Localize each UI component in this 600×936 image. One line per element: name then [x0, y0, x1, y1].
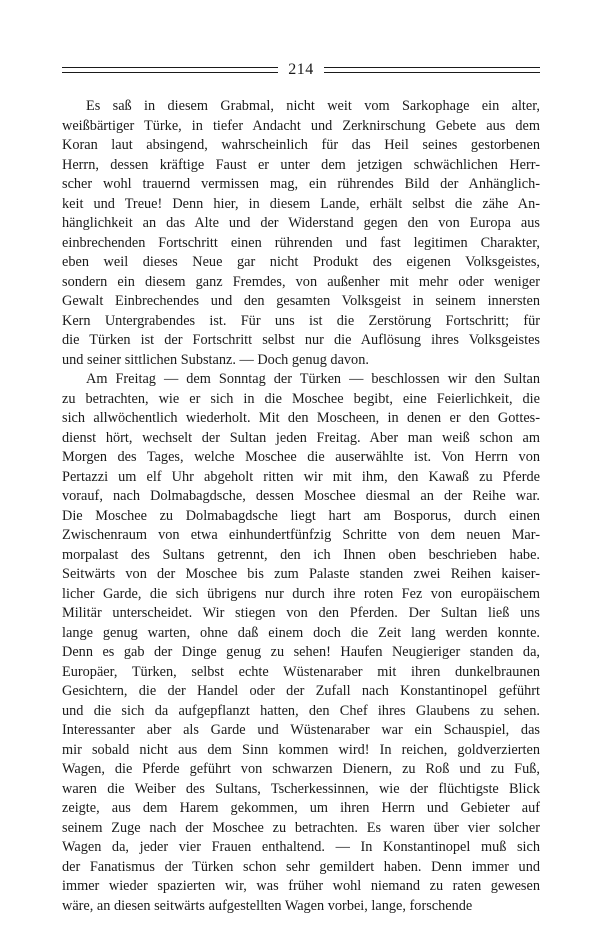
text-line: Es saß in diesem Grabmal, nicht weit vom Sarkophage ein alter, [86, 98, 540, 114]
text-line: wäre, an diesen seitwärts aufgestellten Wagen vorbei, lange, forschende [62, 897, 473, 914]
text-line: Wagen, die Pferde geführt von schwarzen Dienern, zu Roß und zu Fuß, [62, 761, 540, 777]
text-line: zeigte, aus dem Harem gekommen, um ihren Herrn und Gebieter auf [62, 800, 540, 816]
text-line: Europäer, Türken, selbst echte Wüstenaraber mit ihren dunkelbraunen [62, 663, 540, 680]
text-line: sondern ein diesem ganz Fremdes, von außenher mit mehr oder weniger [62, 273, 540, 290]
body-text [62, 97, 540, 916]
text-line: und die sich da aufgepflanzt hatten, den Chef ihres Glaubens zu sehen. [62, 702, 540, 719]
text-line: Am Freitag — dem Sonntag der Türken — beschlossen wir den Sultan [86, 371, 540, 387]
text-line: einbrechenden Fortschritt einen rührenden und fast legitimen Charakter, [62, 234, 540, 251]
text-line: keit und Treue! Denn hier, in diesem Lande, erhält selbst die zähe An- [62, 195, 540, 212]
text-line: zu betrachten, wie er sich in die Moschee begibt, eine Feierlichkeit, die [62, 390, 540, 407]
text-line: die Türken ist der Fortschritt selbst nur die Auflösung ihres Volksgeistes [62, 332, 540, 348]
text-line: mir sobald nicht aus dem Sinn kommen wird! In reichen, goldverzierten [62, 741, 540, 758]
text-line: hänglichkeit an das Alte und der Widerstand gegen den von Europa aus [62, 215, 540, 231]
text-line: immer wieder spazierten wir, was früher wohl niemand zu raten gewesen [62, 878, 540, 894]
paragraph [62, 370, 540, 916]
text-line: Zwischenraum von etwa einhundertfünfzig Schritte von dem neuen Mar- [62, 527, 540, 543]
text-line: scher wohl trauernd vermissen mag, ein rührendes Bild der Anhänglich- [62, 176, 540, 192]
text-line: waren die Weiber des Sultans, Tscherkessinnen, wie der flüchtigste Blick [62, 780, 540, 797]
text-line: Kern Untergrabendes ist. Für uns ist die Zerstörung Fortschritt; für [62, 312, 540, 329]
text-line: Militär unterscheidet. Wir stiegen von den Pferden. Der Sultan ließ uns [62, 605, 540, 621]
text-line: Seitwärts von der Moschee bis zum Palaste standen zwei Reihen kaiser- [62, 566, 540, 582]
text-line: sich allwöchentlich wiederholt. Mit den Moscheen, in denen er den Gottes- [62, 410, 540, 426]
page-header [62, 58, 540, 82]
text-line: Die Moschee zu Dolmabagdsche liegt hart am Bosporus, durch einen [62, 507, 540, 524]
text-line: Denn es gab der Dinge genug zu sehen! Haufen Neugieriger standen da, [62, 644, 540, 660]
text-line: Herrn, dessen kräftige Faust er unter dem jetzigen schwächlichen Herr- [62, 156, 540, 173]
text-line: eben weil dieses Neue gar nicht Produkt des eigenen Volksgeistes, [62, 254, 540, 270]
text-line: dienst hört, wechselt der Sultan jeden Freitag. Aber man weiß schon am [62, 429, 540, 446]
text-line: Gesichtern, die der Handel oder der Zufall nach Konstantinopel geführt [62, 683, 540, 699]
text-line: Koran laut absingend, wahrscheinlich für das Heil seines gestorbenen [62, 137, 540, 153]
text-line: weißbärtiger Türke, in tiefer Andacht und Zerknirschung Gebete aus dem [62, 117, 540, 134]
text-line: licher Garde, die sich übrigens nur durch ihre roten Fez von europäischem [62, 585, 540, 602]
header-rule-right [324, 67, 540, 73]
text-line: Interessanter aber als Garde und Wüstenaraber war ein Schauspiel, das [62, 722, 540, 738]
text-line: Wagen da, jeder vier Frauen enthaltend. — In Konstantinopel muß sich [62, 839, 540, 855]
text-line: morpalast des Sultans getrennt, den ich Ihnen oben beschrieben habe. [62, 546, 540, 563]
text-line: vorauf, nach Dolmabagdsche, dessen Moschee diesmal an der Reihe war. [62, 488, 540, 504]
text-line: lange genug warten, ohne daß einem doch die Zeit lang werden konnte. [62, 624, 540, 641]
page-number: 214 [288, 61, 314, 78]
text-line: und seiner sittlichen Substanz. — Doch genug davon. [62, 351, 369, 368]
paragraph [62, 97, 540, 370]
text-line: Pertazzi um elf Uhr abgeholt ritten wir mit ihm, den Kawaß zu Pferde [62, 468, 540, 485]
text-line: seinem Zuge nach der Moschee zu betrachten. Es waren über vier solcher [62, 819, 540, 836]
text-line: der Fanatismus der Türken schon sehr gemildert haben. Denn immer und [62, 858, 540, 875]
text-line: Gewalt Einbrechendes und den gesamten Volksgeist in seinem innersten [62, 293, 540, 309]
text-line: Morgen des Tages, welche Moschee die auserwählte ist. Von Herrn von [62, 449, 540, 465]
header-rule-left [62, 67, 278, 73]
